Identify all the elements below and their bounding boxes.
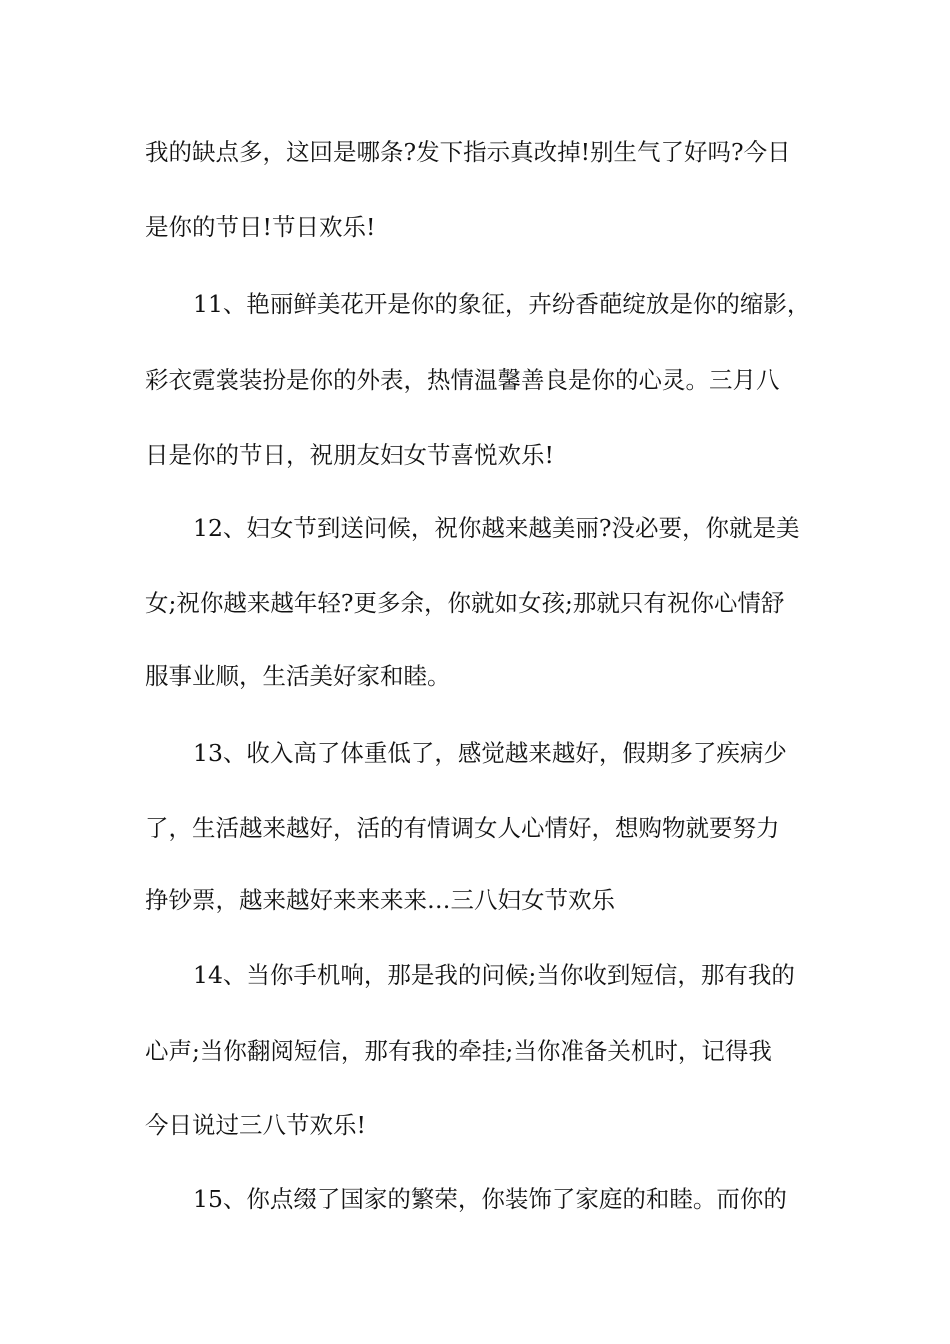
text-line: 我的缺点多，这回是哪条?发下指示真改掉!别生气了好吗?今日 [145, 138, 791, 166]
paragraph-15-start: 15、你点缀了国家的繁荣，你装饰了家庭的和睦。而你的 [193, 1185, 787, 1213]
text-line: 彩衣霓裳装扮是你的外表，热情温馨善良是你的心灵。三月八 [145, 366, 780, 394]
paragraph-11-start: 11、艳丽鲜美花开是你的象征，卉纷香葩绽放是你的缩影， [193, 290, 811, 318]
text-line: 了，生活越来越好，活的有情调女人心情好，想购物就要努力 [145, 814, 780, 842]
text-line: 挣钞票，越来越好来来来来…三八妇女节欢乐 [145, 886, 615, 914]
text-line: 今日说过三八节欢乐! [145, 1111, 366, 1139]
text-line: 服事业顺，生活美好家和睦。 [145, 662, 451, 690]
paragraph-14-start: 14、当你手机响，那是我的问候;当你收到短信，那有我的 [193, 961, 795, 989]
paragraph-12-start: 12、妇女节到送问候，祝你越来越美丽?没必要，你就是美 [193, 514, 800, 542]
text-line: 日是你的节日，祝朋友妇女节喜悦欢乐! [145, 441, 554, 469]
text-line: 是你的节日!节日欢乐! [145, 213, 376, 241]
text-line: 心声;当你翻阅短信，那有我的牵挂;当你准备关机时，记得我 [145, 1037, 772, 1065]
text-line: 女;祝你越来越年轻?更多余，你就如女孩;那就只有祝你心情舒 [145, 589, 785, 617]
paragraph-13-start: 13、收入高了体重低了，感觉越来越好，假期多了疾病少 [193, 739, 787, 767]
